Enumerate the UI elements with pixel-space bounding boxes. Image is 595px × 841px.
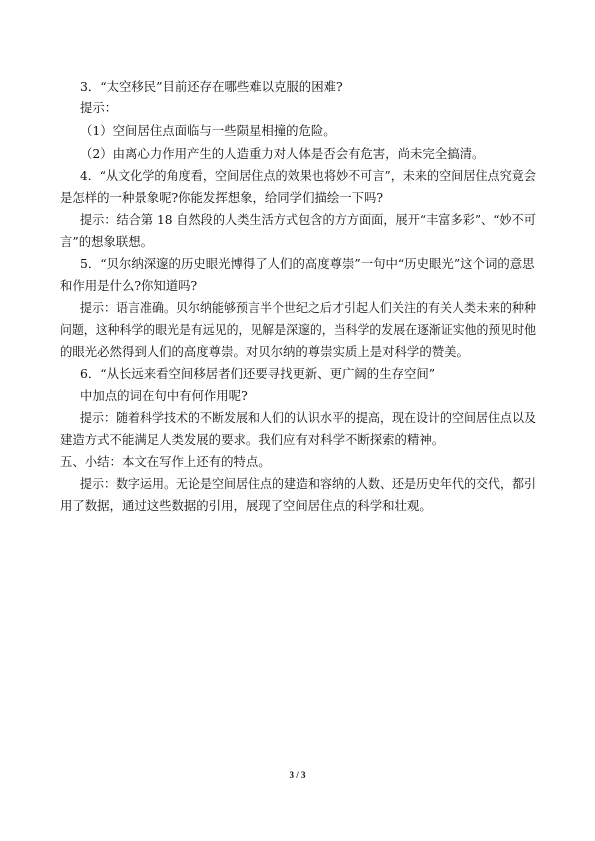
hint-label: 提示：: [80, 100, 118, 115]
question-6-line-2: 中加点的词在句中有何作用呢?: [80, 388, 248, 403]
question-4-line-1: 4．“从文化学的角度看，空间居住点的效果也将妙不可言”，未来的空间居住点究竟会: [80, 168, 536, 183]
hint-item-2: （2）由离心力作用产生的人造重力对人体是否会有危害，尚未完全搞清。: [80, 146, 485, 161]
question-4-line-2: 是怎样的一种景象呢?你能发挥想象，给同学们描绘一下吗?: [60, 190, 384, 205]
section-summary: 五、小结：本文在写作上还有的特点。: [60, 454, 271, 469]
question-5-line-1: 5．“贝尔纳深邃的历史眼光博得了人们的高度尊崇”一句中“历史眼光”这个词的意思: [80, 256, 535, 271]
question-6-line-1: 6．“从长远来看空间移居者们还要寻找更新、更广阔的生存空间”: [80, 366, 436, 381]
summary-hint-line-2: 用了数据，通过这些数据的引用，展现了空间居住点的科学和壮观。: [60, 498, 432, 513]
question-5-line-2: 和作用是什么?你知道吗?: [60, 278, 198, 293]
hint-4-line-2: 言”的想象联想。: [60, 234, 154, 249]
hint-6-line-1: 提示：随着科学技术的不断发展和人们的认识水平的提高，现在设计的空间居住点以及: [80, 410, 536, 425]
page-number: 3 / 3: [289, 770, 306, 780]
summary-hint-line-1: 提示：数字运用。无论是空间居住点的建造和容纳的人数、还是历史年代的交代，都引: [80, 476, 536, 491]
hint-4-line-1: 提示：结合第 18 自然段的人类生活方式包含的方方面面，展开“丰富多彩”、“妙不可: [80, 212, 536, 227]
hint-5-line-3: 的眼光必然得到人们的高度尊崇。对贝尔纳的尊崇实质上是对科学的赞美。: [60, 344, 469, 359]
hint-5-line-1: 提示：语言准确。贝尔纳能够预言半个世纪之后才引起人们关注的有关人类未来的种种: [80, 300, 536, 315]
hint-item-1: （1）空间居住点面临与一些陨星相撞的危险。: [80, 123, 336, 138]
question-3: 3．“太空移民”目前还存在哪些难以克服的困难?: [80, 79, 343, 94]
hint-5-line-2: 问题，这种科学的眼光是有远见的，见解是深邃的，当科学的发展在逐渐证实他的预见时他: [60, 322, 536, 337]
hint-6-line-2: 建造方式不能满足人类发展的要求。我们应有对科学不断探索的精神。: [60, 432, 445, 447]
